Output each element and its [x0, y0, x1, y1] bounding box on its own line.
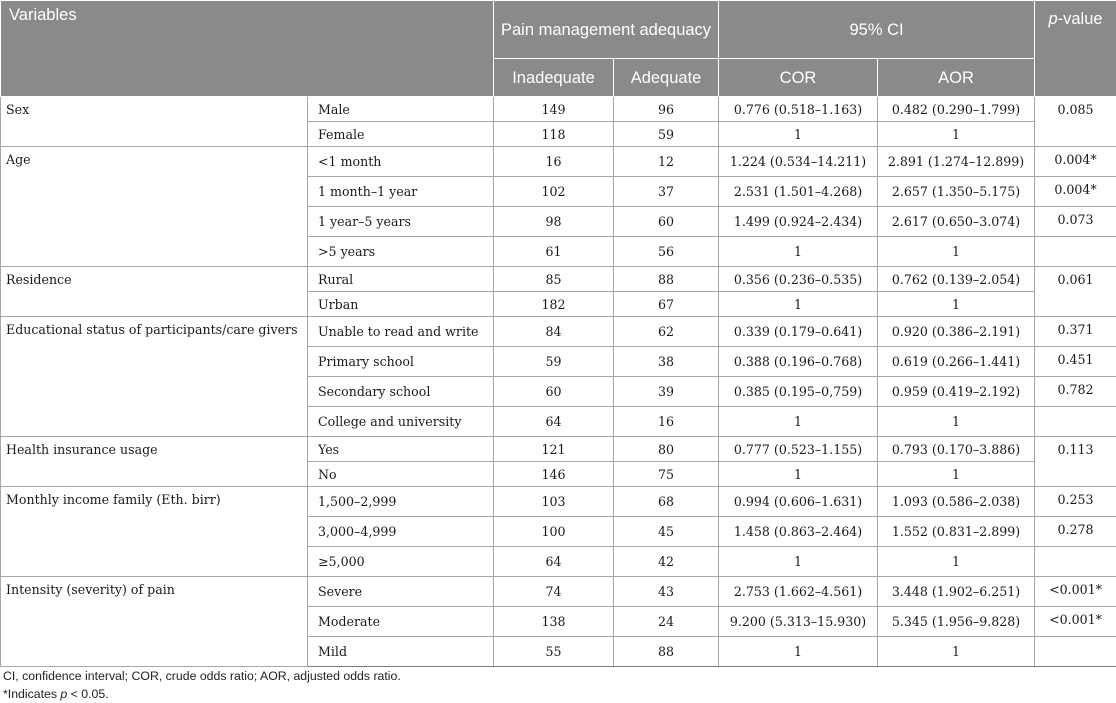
inadequate-cell: 60	[494, 377, 614, 407]
cor-cell: 2.753 (1.662–4.561)	[719, 577, 878, 607]
cor-cell: 1	[719, 122, 878, 147]
inadequate-cell: 103	[494, 487, 614, 517]
category-cell: Severe	[308, 577, 494, 607]
adequate-cell: 12	[614, 147, 719, 177]
aor-cell: 0.920 (0.386–2.191)	[878, 317, 1035, 347]
cor-cell: 1.499 (0.924–2.434)	[719, 207, 878, 237]
header-inadequate: Inadequate	[494, 59, 614, 97]
category-cell: Rural	[308, 267, 494, 292]
aor-cell: 2.617 (0.650–3.074)	[878, 207, 1035, 237]
cor-cell: 1	[719, 237, 878, 267]
p-value-cell: 0.004*	[1035, 177, 1116, 207]
variable-group-label: Residence	[1, 267, 308, 317]
inadequate-cell: 118	[494, 122, 614, 147]
cor-cell: 1	[719, 637, 878, 667]
adequate-cell: 56	[614, 237, 719, 267]
adequate-cell: 43	[614, 577, 719, 607]
inadequate-cell: 149	[494, 97, 614, 122]
adequate-cell: 38	[614, 347, 719, 377]
inadequate-cell: 16	[494, 147, 614, 177]
aor-cell: 1	[878, 292, 1035, 317]
aor-cell: 1	[878, 237, 1035, 267]
p-value-cell	[1035, 237, 1116, 267]
cor-cell: 0.776 (0.518–1.163)	[719, 97, 878, 122]
inadequate-cell: 64	[494, 547, 614, 577]
category-cell: Urban	[308, 292, 494, 317]
aor-cell: 5.345 (1.956–9.828)	[878, 607, 1035, 637]
adequate-cell: 37	[614, 177, 719, 207]
variable-group-label: Age	[1, 147, 308, 267]
adequate-cell: 88	[614, 637, 719, 667]
cor-cell: 0.994 (0.606–1.631)	[719, 487, 878, 517]
inadequate-cell: 84	[494, 317, 614, 347]
category-cell: Primary school	[308, 347, 494, 377]
adequate-cell: 24	[614, 607, 719, 637]
p-value-cell: 0.004*	[1035, 147, 1116, 177]
inadequate-cell: 100	[494, 517, 614, 547]
aor-cell: 3.448 (1.902–6.251)	[878, 577, 1035, 607]
category-cell: Moderate	[308, 607, 494, 637]
category-cell: ≥5,000	[308, 547, 494, 577]
category-cell: 1 year–5 years	[308, 207, 494, 237]
variable-group-label: Sex	[1, 97, 308, 147]
adequate-cell: 45	[614, 517, 719, 547]
cor-cell: 2.531 (1.501–4.268)	[719, 177, 878, 207]
table-body	[1, 97, 1116, 667]
inadequate-cell: 98	[494, 207, 614, 237]
variable-group-label: Educational status of participants/care givers	[1, 317, 308, 437]
cor-cell: 1	[719, 462, 878, 487]
aor-cell: 1.552 (0.831–2.899)	[878, 517, 1035, 547]
p-value-cell	[1035, 407, 1116, 437]
adequate-cell: 80	[614, 437, 719, 462]
table-header	[1, 1, 1116, 97]
header-ci: 95% CI	[719, 1, 1035, 59]
inadequate-cell: 59	[494, 347, 614, 377]
inadequate-cell: 55	[494, 637, 614, 667]
header-pain-management: Pain management adequacy	[494, 1, 719, 59]
cor-cell: 0.388 (0.196–0.768)	[719, 347, 878, 377]
aor-cell: 1	[878, 547, 1035, 577]
p-value-cell: <0.001*	[1035, 577, 1116, 607]
aor-cell: 1	[878, 462, 1035, 487]
variable-group-label: Monthly income family (Eth. birr)	[1, 487, 308, 577]
p-value-cell: 0.278	[1035, 517, 1116, 547]
p-value-cell: 0.451	[1035, 347, 1116, 377]
inadequate-cell: 138	[494, 607, 614, 637]
header-cor: COR	[719, 59, 878, 97]
adequate-cell: 67	[614, 292, 719, 317]
table-row	[1, 147, 1116, 177]
category-cell: 1,500–2,999	[308, 487, 494, 517]
aor-cell: 1	[878, 637, 1035, 667]
inadequate-cell: 121	[494, 437, 614, 462]
category-cell: 3,000–4,999	[308, 517, 494, 547]
inadequate-cell: 74	[494, 577, 614, 607]
adequate-cell: 39	[614, 377, 719, 407]
header-p-value: p-value	[1035, 1, 1116, 97]
p-value-cell: 0.782	[1035, 377, 1116, 407]
cor-cell: 1.224 (0.534–14.211)	[719, 147, 878, 177]
header-aor: AOR	[878, 59, 1035, 97]
variable-group-label: Intensity (severity) of pain	[1, 577, 308, 667]
table-row	[1, 97, 1116, 122]
inadequate-cell: 146	[494, 462, 614, 487]
header-adequate: Adequate	[614, 59, 719, 97]
adequate-cell: 68	[614, 487, 719, 517]
category-cell: 1 month–1 year	[308, 177, 494, 207]
p-value-cell	[1035, 547, 1116, 577]
inadequate-cell: 64	[494, 407, 614, 437]
adequate-cell: 59	[614, 122, 719, 147]
inadequate-cell: 102	[494, 177, 614, 207]
aor-cell: 1	[878, 122, 1035, 147]
footnotes	[0, 667, 1116, 703]
category-cell: College and university	[308, 407, 494, 437]
adequate-cell: 96	[614, 97, 719, 122]
cor-cell: 1	[719, 407, 878, 437]
footnote-significance: *Indicates p < 0.05.	[3, 685, 1116, 703]
aor-cell: 1.093 (0.586–2.038)	[878, 487, 1035, 517]
category-cell: Female	[308, 122, 494, 147]
adequate-cell: 16	[614, 407, 719, 437]
aor-cell: 0.959 (0.419–2.192)	[878, 377, 1035, 407]
adequate-cell: 88	[614, 267, 719, 292]
cor-cell: 1	[719, 292, 878, 317]
aor-cell: 2.657 (1.350–5.175)	[878, 177, 1035, 207]
cor-cell: 9.200 (5.313–15.930)	[719, 607, 878, 637]
table-row	[1, 577, 1116, 607]
variable-group-label: Health insurance usage	[1, 437, 308, 487]
adequate-cell: 75	[614, 462, 719, 487]
category-cell: Mild	[308, 637, 494, 667]
adequate-cell: 60	[614, 207, 719, 237]
p-value-cell: 0.085	[1035, 97, 1116, 147]
table-row	[1, 437, 1116, 462]
table-row	[1, 267, 1116, 292]
aor-cell: 2.891 (1.274–12.899)	[878, 147, 1035, 177]
p-value-cell: <0.001*	[1035, 607, 1116, 637]
cor-cell: 1	[719, 547, 878, 577]
adequate-cell: 42	[614, 547, 719, 577]
aor-cell: 0.762 (0.139–2.054)	[878, 267, 1035, 292]
p-value-cell: 0.371	[1035, 317, 1116, 347]
aor-cell: 1	[878, 407, 1035, 437]
aor-cell: 0.793 (0.170–3.886)	[878, 437, 1035, 462]
aor-cell: 0.482 (0.290–1.799)	[878, 97, 1035, 122]
category-cell: <1 month	[308, 147, 494, 177]
p-value-cell: 0.253	[1035, 487, 1116, 517]
category-cell: Secondary school	[308, 377, 494, 407]
adequate-cell: 62	[614, 317, 719, 347]
cor-cell: 1.458 (0.863–2.464)	[719, 517, 878, 547]
category-cell: Unable to read and write	[308, 317, 494, 347]
category-cell: No	[308, 462, 494, 487]
footnote-abbreviations: CI, confidence interval; COR, crude odds ratio; AOR, adjusted odds ratio.	[3, 667, 1116, 685]
cor-cell: 0.385 (0.195–0,759)	[719, 377, 878, 407]
category-cell: >5 years	[308, 237, 494, 267]
p-value-cell: 0.113	[1035, 437, 1116, 487]
header-variables: Variables	[1, 1, 494, 97]
inadequate-cell: 61	[494, 237, 614, 267]
p-value-cell: 0.073	[1035, 207, 1116, 237]
p-value-cell: 0.061	[1035, 267, 1116, 317]
table-row	[1, 317, 1116, 347]
cor-cell: 0.339 (0.179–0.641)	[719, 317, 878, 347]
category-cell: Yes	[308, 437, 494, 462]
aor-cell: 0.619 (0.266–1.441)	[878, 347, 1035, 377]
inadequate-cell: 182	[494, 292, 614, 317]
category-cell: Male	[308, 97, 494, 122]
cor-cell: 0.777 (0.523–1.155)	[719, 437, 878, 462]
cor-cell: 0.356 (0.236–0.535)	[719, 267, 878, 292]
p-value-cell	[1035, 637, 1116, 667]
inadequate-cell: 85	[494, 267, 614, 292]
table-row	[1, 487, 1116, 517]
